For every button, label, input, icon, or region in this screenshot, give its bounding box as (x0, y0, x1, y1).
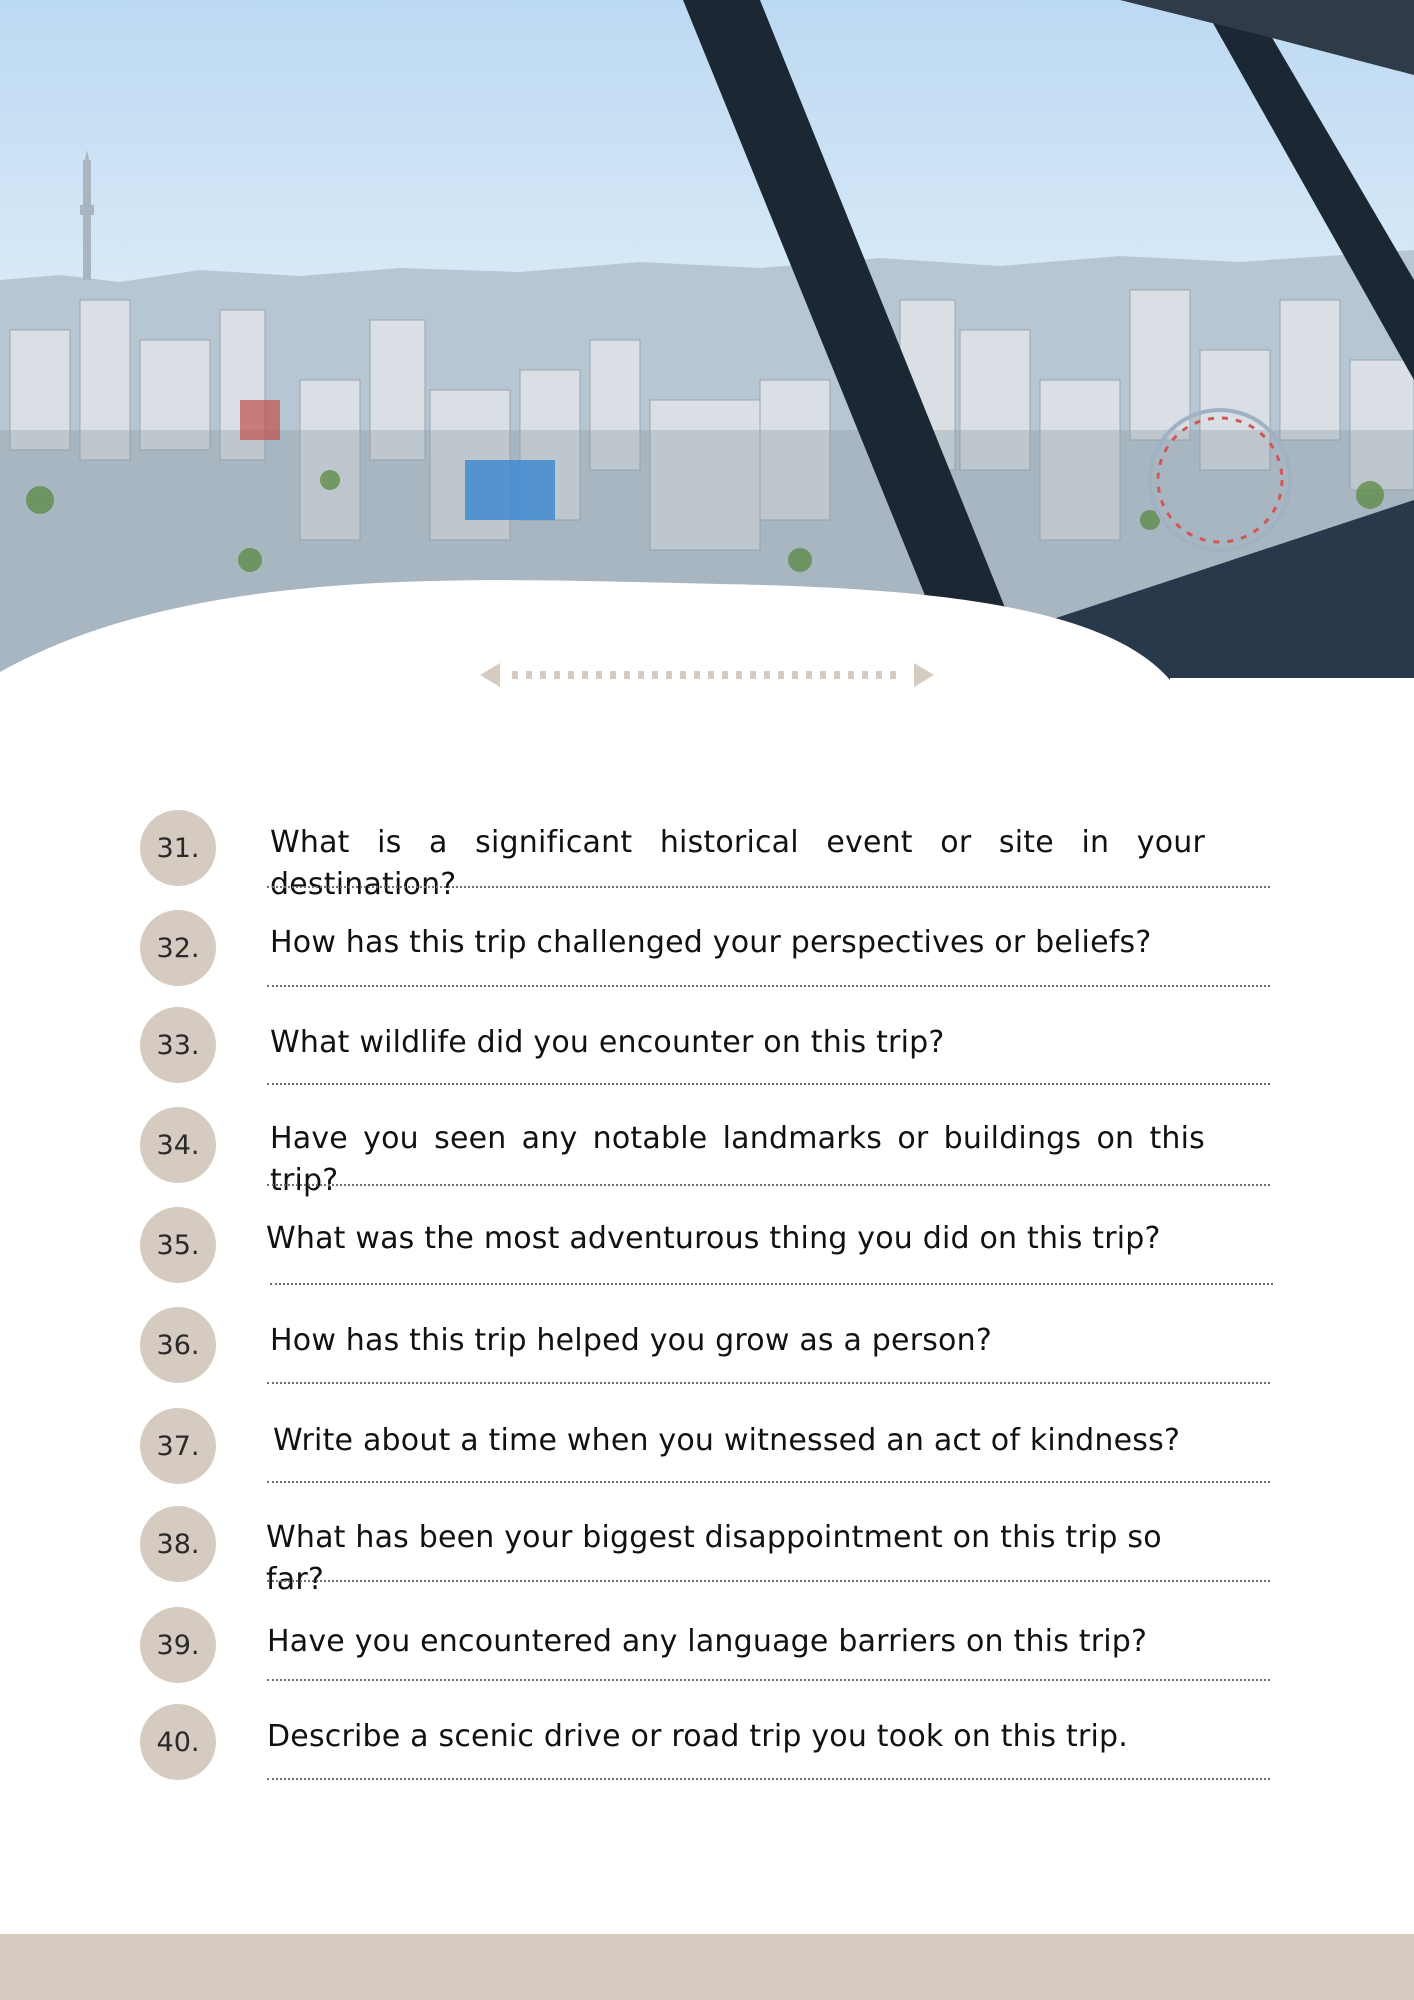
question-number-badge: 37. (140, 1408, 216, 1484)
answer-line (270, 1283, 1273, 1285)
question-text: What was the most adventurous thing you did on this trip? (266, 1221, 1161, 1256)
question-number-badge: 39. (140, 1607, 216, 1683)
question-text: Have you seen any notable landmarks or buildings on this trip? (270, 1121, 1205, 1198)
answer-line (267, 1184, 1270, 1186)
question-text: Have you encountered any language barriers on this trip? (267, 1624, 1148, 1659)
answer-line (267, 1083, 1270, 1085)
question-number-badge: 40. (140, 1704, 216, 1780)
question-text: What has been your biggest disappointment on this trip so far? (266, 1520, 1162, 1597)
question-text: Write about a time when you witnessed an act of kindness? (273, 1423, 1181, 1458)
question-number-badge: 31. (140, 810, 216, 886)
question-number-badge: 35. (140, 1207, 216, 1283)
question-text: Describe a scenic drive or road trip you took on this trip. (267, 1719, 1128, 1754)
question-text: What is a significant historical event or site in your destination? (270, 825, 1205, 902)
question-number-badge: 36. (140, 1307, 216, 1383)
question-number-badge: 32. (140, 910, 216, 986)
answer-line (267, 1778, 1270, 1780)
answer-line (267, 1679, 1270, 1681)
question-text: What wildlife did you encounter on this trip? (270, 1025, 945, 1060)
answer-line (267, 1580, 1270, 1582)
question-text: How has this trip challenged your perspectives or beliefs? (270, 925, 1152, 960)
question-number-badge: 38. (140, 1506, 216, 1582)
question-text: How has this trip helped you grow as a person? (270, 1323, 992, 1358)
answer-line (267, 1382, 1270, 1384)
answer-line (267, 886, 1270, 888)
footer-band (0, 1934, 1414, 2000)
answer-line (267, 1481, 1270, 1483)
question-number-badge: 34. (140, 1107, 216, 1183)
answer-line (267, 985, 1270, 987)
question-number-badge: 33. (140, 1007, 216, 1083)
